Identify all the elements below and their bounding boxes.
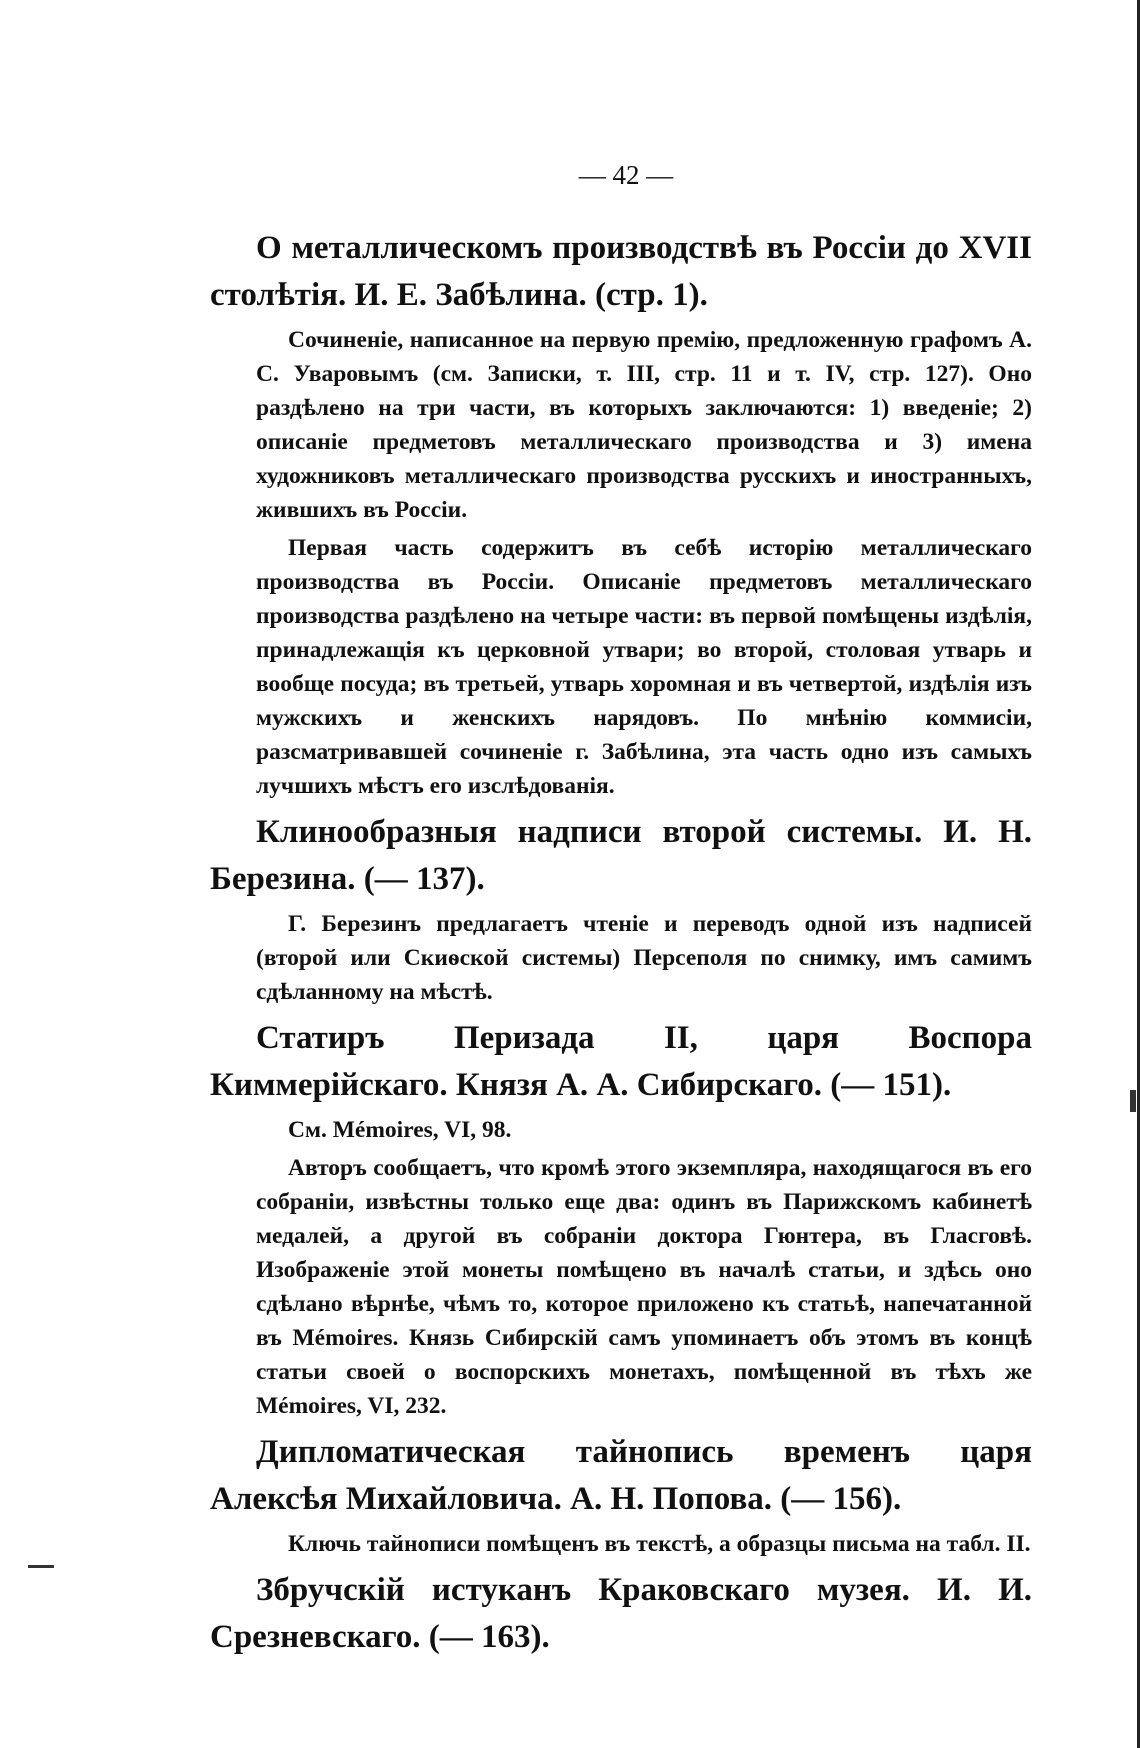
page-content <box>210 160 1032 1667</box>
entry <box>210 225 1032 803</box>
entry-title: Клинообразныя надписи второй системы. И. Н. Березина. (— 137). <box>210 814 1032 897</box>
entry-paragraph: См. Mémoires, VI, 98. <box>288 1117 512 1143</box>
entry <box>210 809 1032 1009</box>
entry-paragraph: Ключь тайнописи помѣщенъ въ текстѣ, а образцы письма на табл. II. <box>288 1531 1031 1557</box>
scan-mark <box>1130 1090 1136 1112</box>
entry-paragraph: Сочиненіе, написанное на первую премію, предложенную графомъ А. С. Уваровымъ (см. Записки, т. III, стр. 11 и т. IV, стр. 127). Оно раздѣлено на три части, въ которыхъ заключаются: 1) введеніе; 2) описаніе предметовъ металлическаго производства и 3) имена художниковъ металлическаго производства русскихъ и иностранныхъ, жившихъ въ Россіи. <box>256 327 1032 523</box>
entry-paragraph: Г. Березинъ предлагаетъ чтеніе и переводъ одной изъ надписей (второй или Скиѳской системы) Персеполя по снимку, имъ самимъ сдѣланному на мѣстѣ. <box>256 911 1032 1005</box>
page-number: — 42 — <box>578 160 674 190</box>
entry-paragraph: Первая часть содержитъ въ себѣ исторію металлическаго производства въ Россіи. Описаніе предметовъ металлическаго производства раздѣлено на четыре части: въ первой помѣщены издѣлія, принадлежащія къ церковной утвари; во второй, столовая утварь и вообще посуда; въ третьей, утварь хоромная и въ четвертой, издѣлія изъ мужскихъ и женскихъ нарядовъ. По мнѣнію коммисіи, разсматривавшей сочиненіе г. Забѣлина, эта часть одно изъ самыхъ лучшихъ мѣстъ его изслѣдованія. <box>256 535 1032 799</box>
entry-title: Дипломатическая тайнопись временъ царя Алексѣя Михайловича. А. Н. Попова. (— 156). <box>210 1434 1032 1517</box>
entry-paragraph: Авторъ сообщаетъ, что кромѣ этого экземпляра, находящагося въ его собраніи, извѣстны только еще два: одинъ въ Парижскомъ кабинетѣ медалей, а другой въ собраніи доктора Гюнтера, въ Гласговѣ. Изображеніе этой монеты помѣщено въ началѣ статьи, и здѣсь оно сдѣлано вѣрнѣе, чѣмъ то, которое приложено къ статьѣ, напечатанной въ Mémoires. Князь Сибирскій самъ упоминаетъ объ этомъ въ концѣ статьи своей о воспорскихъ монетахъ, помѣщенной въ тѣхъ же Mémoires, VI, 232. <box>256 1155 1032 1419</box>
entry <box>210 1015 1032 1423</box>
entry-title: Збручскій истуканъ Краковскаго музея. И. И. Срезневскаго. (— 163). <box>210 1572 1032 1655</box>
entry-title: Статиръ Перизада II, царя Воспора Киммерійскаго. Князя А. А. Сибирскаго. (— 151). <box>210 1020 1032 1103</box>
scan-mark <box>28 1565 54 1568</box>
entry <box>210 1567 1032 1661</box>
entry-title: О металлическомъ производствѣ въ Россіи до XVII столѣтія. И. Е. Забѣлина. (стр. 1). <box>210 230 1032 313</box>
entry <box>210 1429 1032 1561</box>
